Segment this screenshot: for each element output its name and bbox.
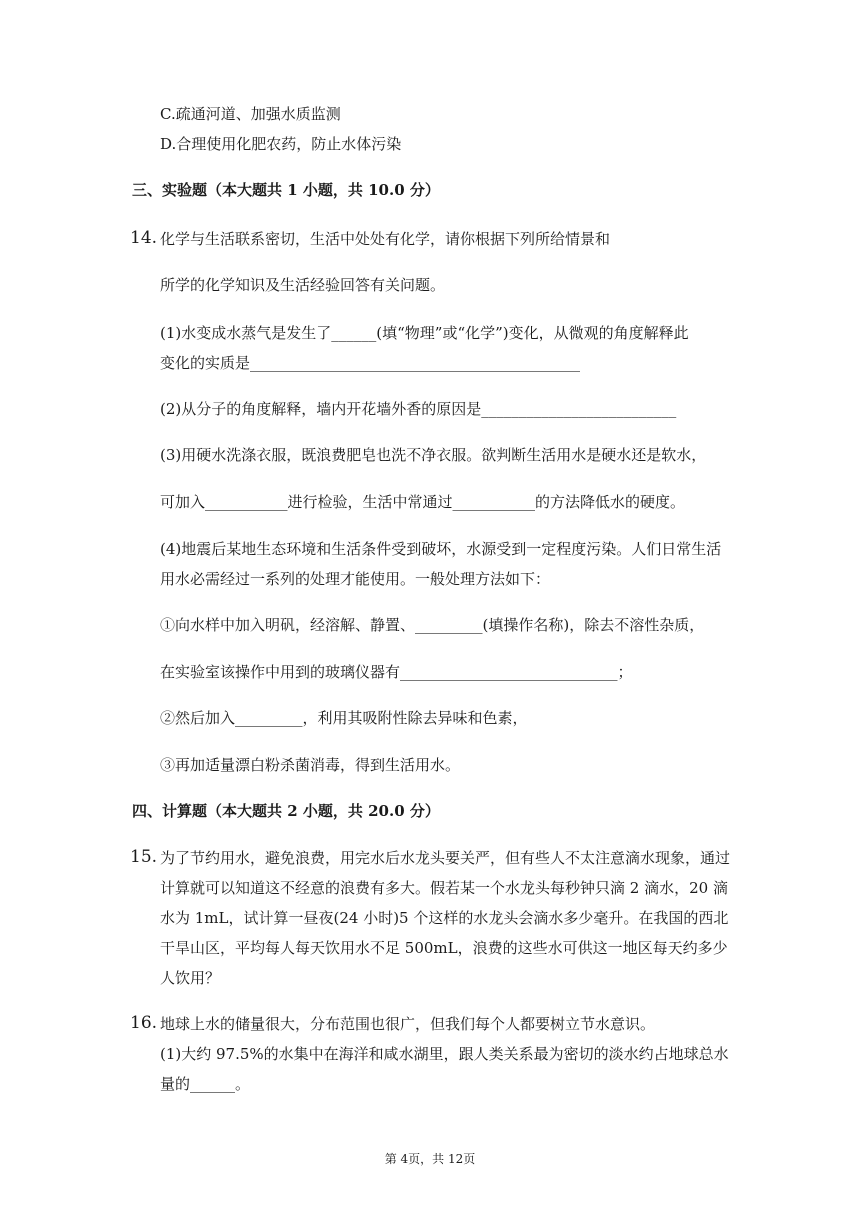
page-number-footer: 第 4页，共 12页 [384,1152,476,1166]
q14-part3-line-1: (3)用硬水洗涤衣服，既浪费肥皂也洗不净衣服。欲判断生活用水是硬水还是软水， [160,446,707,464]
q15-line-5: 人饮用？ [160,969,221,987]
q14-part3-line-2: 可加入___________进行检验，生活中常通过___________的方法降低水的硬度。 [160,493,686,511]
section-heading-calculation: 四、计算题（本大题共 2 小题，共 20.0 分） [132,802,440,820]
q14-part1-line-1: (1)水变成水蒸气是发生了______(填“物理”或“化学”)变化，从微观的角度解释此 [160,324,689,342]
q14-step3: ③再加适量漂白粉杀菌消毒，得到生活用水。 [160,756,461,774]
q14-part4-line-2: 用水必需经过一系列的处理才能使用。一般处理方法如下： [160,570,551,588]
q14-stem-line-2: 所学的化学知识及生活经验回答有关问题。 [160,276,446,294]
q15-line-1: 为了节约用水，避免浪费，用完水后水龙头要关严，但有些人不太注意滴水现象，通过 [160,849,731,867]
option-c: C.疏通河道、加强水质监测 [160,105,341,123]
question-number-14: 14. [130,228,158,248]
q14-step2: ②然后加入_________，利用其吸附性除去异味和色素， [160,709,528,727]
q14-stem-line-1: 化学与生活联系密切，生活中处处有化学，请你根据下列所给情景和 [160,230,611,248]
option-d: D.合理使用化肥农药，防止水体污染 [160,135,402,153]
q14-step1-line-1: ①向水样中加入明矾，经溶解、静置、_________(填操作名称)，除去不溶性杂质， [160,616,705,634]
q14-step1-line-2: 在实验室该操作中用到的玻璃仪器有_____________________________； [160,663,633,681]
q14-part1-line-2: 变化的实质是____________________________________________ [160,354,581,372]
question-number-16: 16. [130,1013,158,1033]
q15-line-2: 计算就可以知道这不经意的浪费有多大。假若某一个水龙头每秒钟只滴 2 滴水，20 滴 [160,879,728,897]
section-heading-experiment: 三、实验题（本大题共 1 小题，共 10.0 分） [132,181,440,199]
q16-line-2: (1)大约 97.5%的水集中在海洋和咸水湖里，跟人类关系最为密切的淡水约占地球总水 [160,1045,729,1063]
q14-part2: (2)从分子的角度解释，墙内开花墙外香的原因是__________________________ [160,400,677,418]
q14-part4-line-1: (4)地震后某地生态环境和生活条件受到破坏，水源受到一定程度污染。人们日常生活 [160,540,722,558]
q16-line-1: 地球上水的储量很大，分布范围也很广，但我们每个人都要树立节水意识。 [160,1015,656,1033]
q16-line-3: 量的______。 [160,1075,251,1093]
q15-line-4: 干旱山区，平均每人每天饮用水不足 500mL，浪费的这些水可供这一地区每天约多少 [160,939,728,957]
q15-line-3: 水为 1mL，试计算一昼夜(24 小时)5 个这样的水龙头会滴水多少毫升。在我国的西北 [160,909,729,927]
question-number-15: 15. [130,847,158,867]
